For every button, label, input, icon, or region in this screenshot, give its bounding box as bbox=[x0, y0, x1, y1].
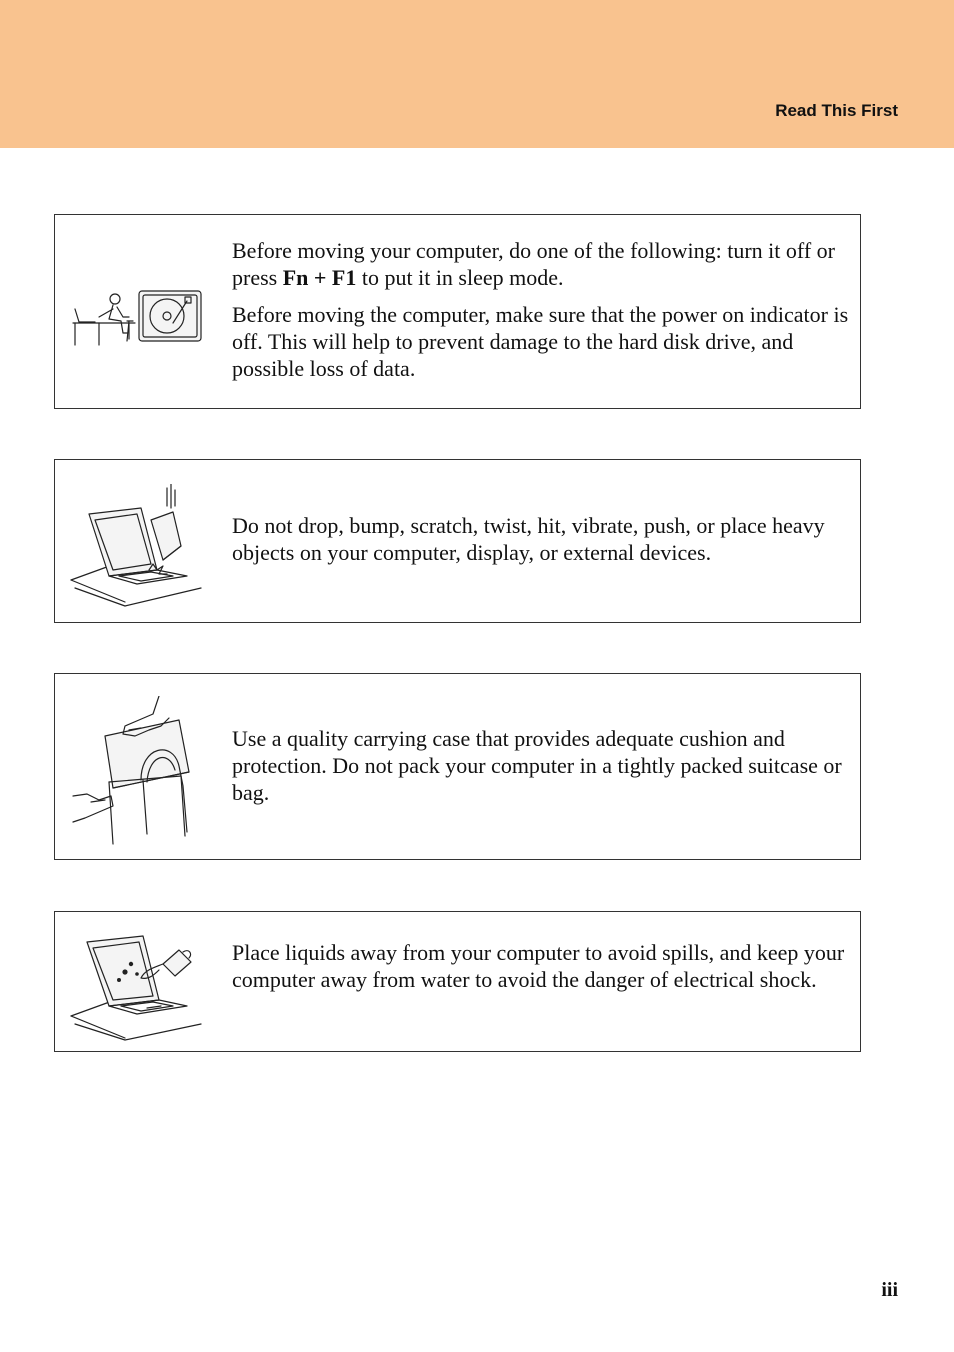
running-header-title: Read This First bbox=[775, 101, 898, 120]
person-at-desk-and-hard-disk-icon bbox=[69, 289, 209, 349]
notice-text-fragment: to put it in sleep mode. bbox=[356, 265, 564, 290]
page-number: iii bbox=[881, 1279, 898, 1301]
notice-text-carrying-case bbox=[232, 725, 852, 806]
notice-text-fragment: Before moving your computer, do one of the following: turn it off or press bbox=[232, 238, 835, 290]
notice-box-carrying-case bbox=[54, 673, 861, 860]
laptop-impact-icon bbox=[69, 484, 209, 609]
notice-paragraph: Before moving the computer, make sure that the power on indicator is off. This will help to prevent damage to the hard disk drive, and possible loss of data. bbox=[232, 302, 849, 381]
notice-box-moving-computer bbox=[54, 214, 861, 409]
notice-text-physical-damage bbox=[232, 512, 852, 566]
notice-box-liquids bbox=[54, 911, 861, 1052]
page-header-band bbox=[0, 0, 954, 148]
notice-text-moving-computer bbox=[232, 237, 852, 382]
fn-f1-key-combo: Fn + F1 bbox=[282, 265, 357, 290]
notice-box-physical-damage bbox=[54, 459, 861, 623]
notice-paragraph bbox=[232, 237, 852, 291]
notice-paragraph: Do not drop, bump, scratch, twist, hit, vibrate, push, or place heavy objects on your computer, display, or external devices. bbox=[232, 513, 825, 565]
laptop-into-carrying-case-icon bbox=[69, 696, 209, 846]
liquid-spill-on-laptop-icon bbox=[69, 934, 209, 1042]
notice-paragraph: Use a quality carrying case that provides adequate cushion and protection. Do not pack your computer in a tightly packed suitcase or bag. bbox=[232, 726, 842, 805]
notice-text-liquids bbox=[232, 939, 852, 993]
notice-paragraph: Place liquids away from your computer to avoid spills, and keep your computer away from water to avoid the danger of electrical shock. bbox=[232, 940, 845, 992]
